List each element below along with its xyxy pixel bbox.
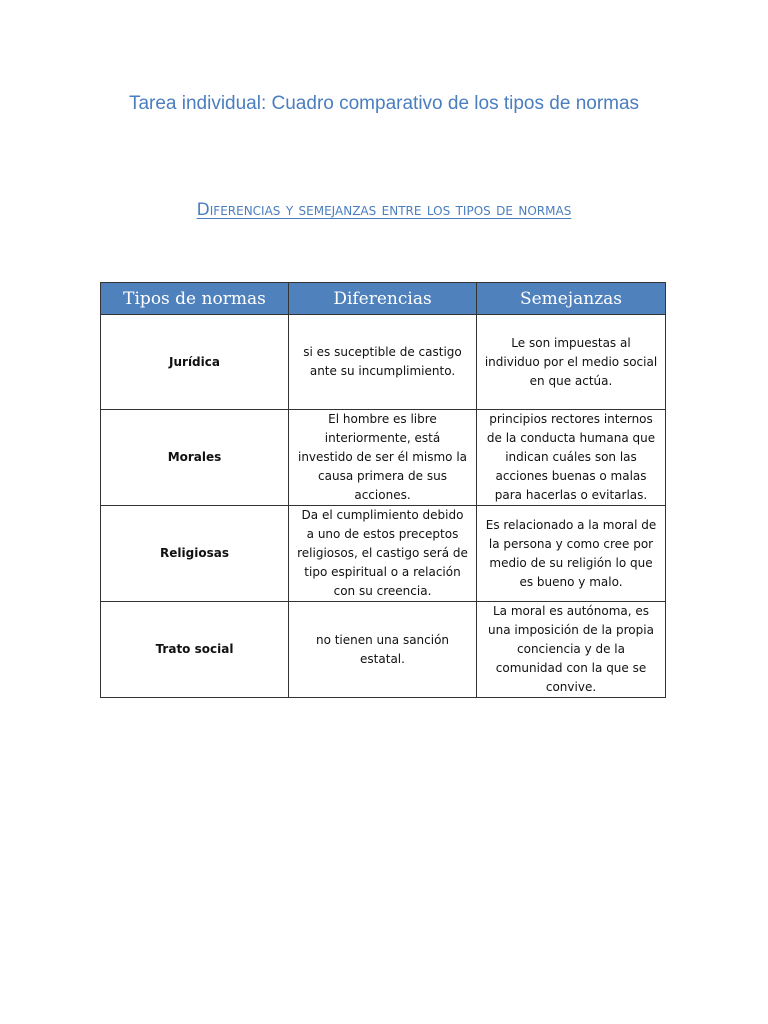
document-title: Tarea individual: Cuadro comparativo de los tipos de normas [128,93,640,114]
table-row [101,315,666,410]
table-row [101,506,666,602]
header-types: Tipos de normas [101,283,289,315]
similarities-cell: principios rectores internos de la conducta humana que indican cuáles son las acciones buenas o malas para hacerlas o evitarlas. [477,410,666,506]
type-cell: Religiosas [101,506,289,602]
similarities-cell: Le son impuestas al individuo por el medio social en que actúa. [477,315,666,410]
type-cell: Trato social [101,602,289,698]
type-cell: Jurídica [101,315,289,410]
comparison-table [100,282,666,698]
differences-cell: Da el cumplimiento debido a uno de estos preceptos religiosos, el castigo será de tipo espiritual o a relación con su creencia. [289,506,477,602]
similarities-cell: La moral es autónoma, es una imposición de la propia conciencia y de la comunidad con la que se convive. [477,602,666,698]
header-similarities: Semejanzas [477,283,666,315]
table-row [101,410,666,506]
differences-cell: El hombre es libre interiormente, está investido de ser él mismo la causa primera de sus acciones. [289,410,477,506]
table-row [101,602,666,698]
type-cell: Morales [101,410,289,506]
similarities-cell: Es relacionado a la moral de la persona y como cree por medio de su religión lo que es bueno y malo. [477,506,666,602]
table-header-row [101,283,666,315]
differences-cell: si es suceptible de castigo ante su incumplimiento. [289,315,477,410]
differences-cell: no tienen una sanción estatal. [289,602,477,698]
section-heading: Diferencias y semejanzas entre los tipos de normas [196,200,572,220]
header-differences: Diferencias [289,283,477,315]
